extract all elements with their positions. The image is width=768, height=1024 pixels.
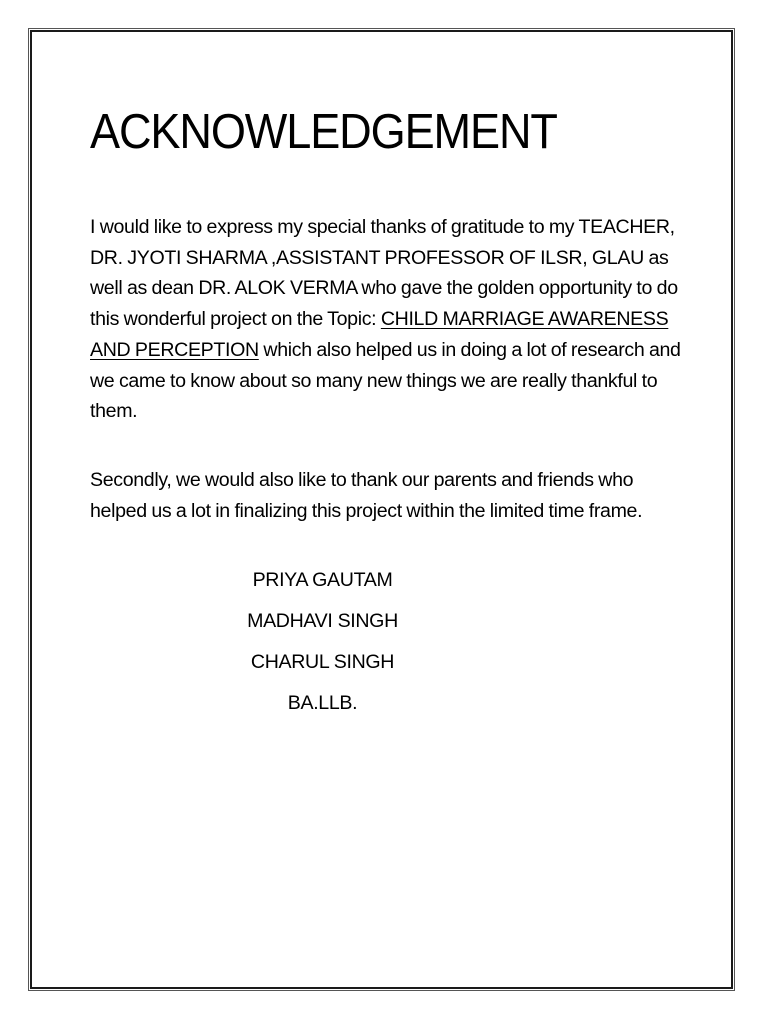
page-title: ACKNOWLEDGEMENT (90, 105, 557, 159)
paragraph-text-end: which also helped us in doing a lot of research and we came to know about so many new things we are really thankful to them. (90, 338, 681, 423)
signature-course: BA.LLB. (287, 692, 358, 714)
signature-name: MADHAVI SINGH (247, 610, 398, 632)
signature-name: PRIYA GAUTAM (252, 569, 393, 591)
paragraph-text-start: I would like to express my special thanks of gratitude to my TEACHER, DR. JYOTI SHARMA ,ASSISTANT PROFESSOR OF ILSR, GLAU as well as dean DR. ALOK VERMA who gave the golden opportunity to do this wonderful project on the Topic: (90, 216, 678, 331)
thanks-paragraph: Secondly, we would also like to thank our parents and friends who helped us a lot in finalizing this project within the limited time frame. (90, 469, 643, 522)
project-topic: CHILD MARRIAGE AWARENESS AND PERCEPTION (90, 308, 669, 361)
signature-block (90, 565, 555, 729)
acknowledgement-paragraph (90, 212, 690, 427)
page-content (90, 100, 690, 714)
signature-name: CHARUL SINGH (250, 651, 395, 673)
